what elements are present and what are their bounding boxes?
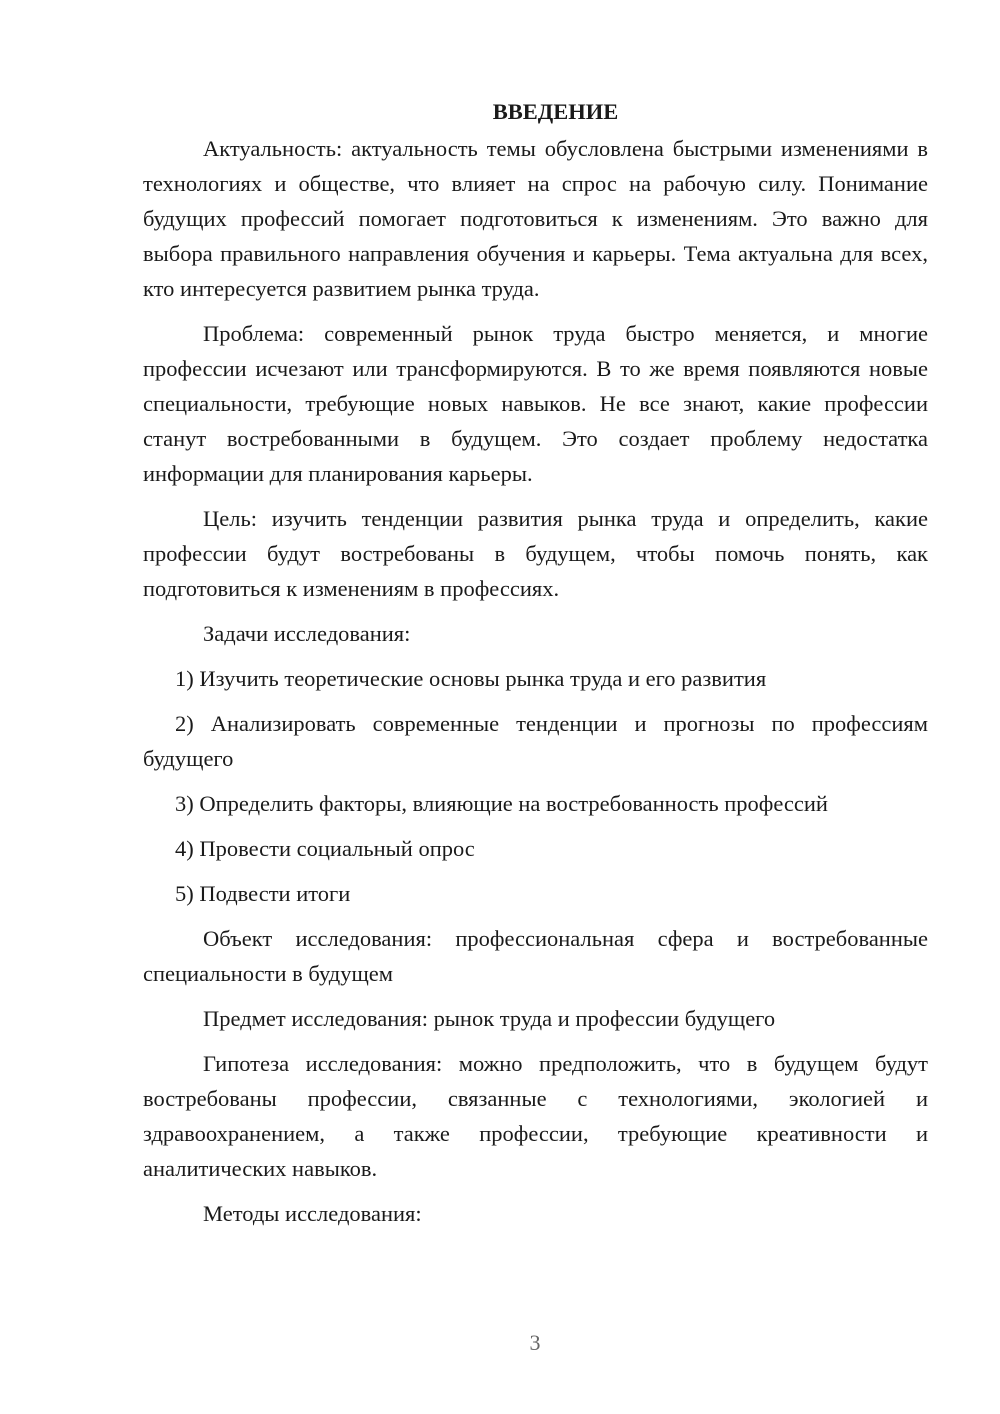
methods-heading: Методы исследования: xyxy=(203,1201,422,1226)
task-item-2: 2) Анализировать современные тенденции и прогнозы по профессиям будущего xyxy=(143,711,928,771)
task-item-4: 4) Провести социальный опрос xyxy=(175,836,475,861)
page-title: ВВЕДЕНИЕ xyxy=(492,99,619,124)
problem-paragraph: Проблема: современный рынок труда быстро меняется, и многие профессии исчезают или трансформируются. В то же время появляются новые специальности, требующие новых навыков. Не все знают, какие профессии станут востребованными в будущем. Это создает проблему недостатка информации для планирования карьеры. xyxy=(143,321,928,486)
page-number: 3 xyxy=(529,1330,541,1355)
task-item-1: 1) Изучить теоретические основы рынка труда и его развития xyxy=(175,666,767,691)
object-paragraph: Объект исследования: профессиональная сфера и востребованные специальности в будущем xyxy=(143,926,928,986)
task-item-3: 3) Определить факторы, влияющие на востребованность профессий xyxy=(175,791,828,816)
hypothesis-paragraph: Гипотеза исследования: можно предположить, что в будущем будут востребованы профессии, связанные с технологиями, экологией и здравоохранением, а также профессии, требующие креативности и аналитических навыков. xyxy=(143,1051,928,1181)
relevance-paragraph: Актуальность: актуальность темы обусловлена быстрыми изменениями в технологиях и обществе, что влияет на спрос на рабочую силу. Понимание будущих профессий помогает подготовиться к изменениям. Это важно для выбора правильного направления обучения и карьеры. Тема актуальна для всех, кто интересуется развитием рынка труда. xyxy=(143,136,928,301)
task-item-5: 5) Подвести итоги xyxy=(175,881,351,906)
tasks-heading: Задачи исследования: xyxy=(203,621,411,646)
goal-paragraph: Цель: изучить тенденции развития рынка труда и определить, какие профессии будут востребованы в будущем, чтобы помочь понять, как подготовиться к изменениям в профессиях. xyxy=(143,506,928,601)
subject-paragraph: Предмет исследования: рынок труда и профессии будущего xyxy=(203,1006,776,1031)
page-content xyxy=(143,94,928,1241)
